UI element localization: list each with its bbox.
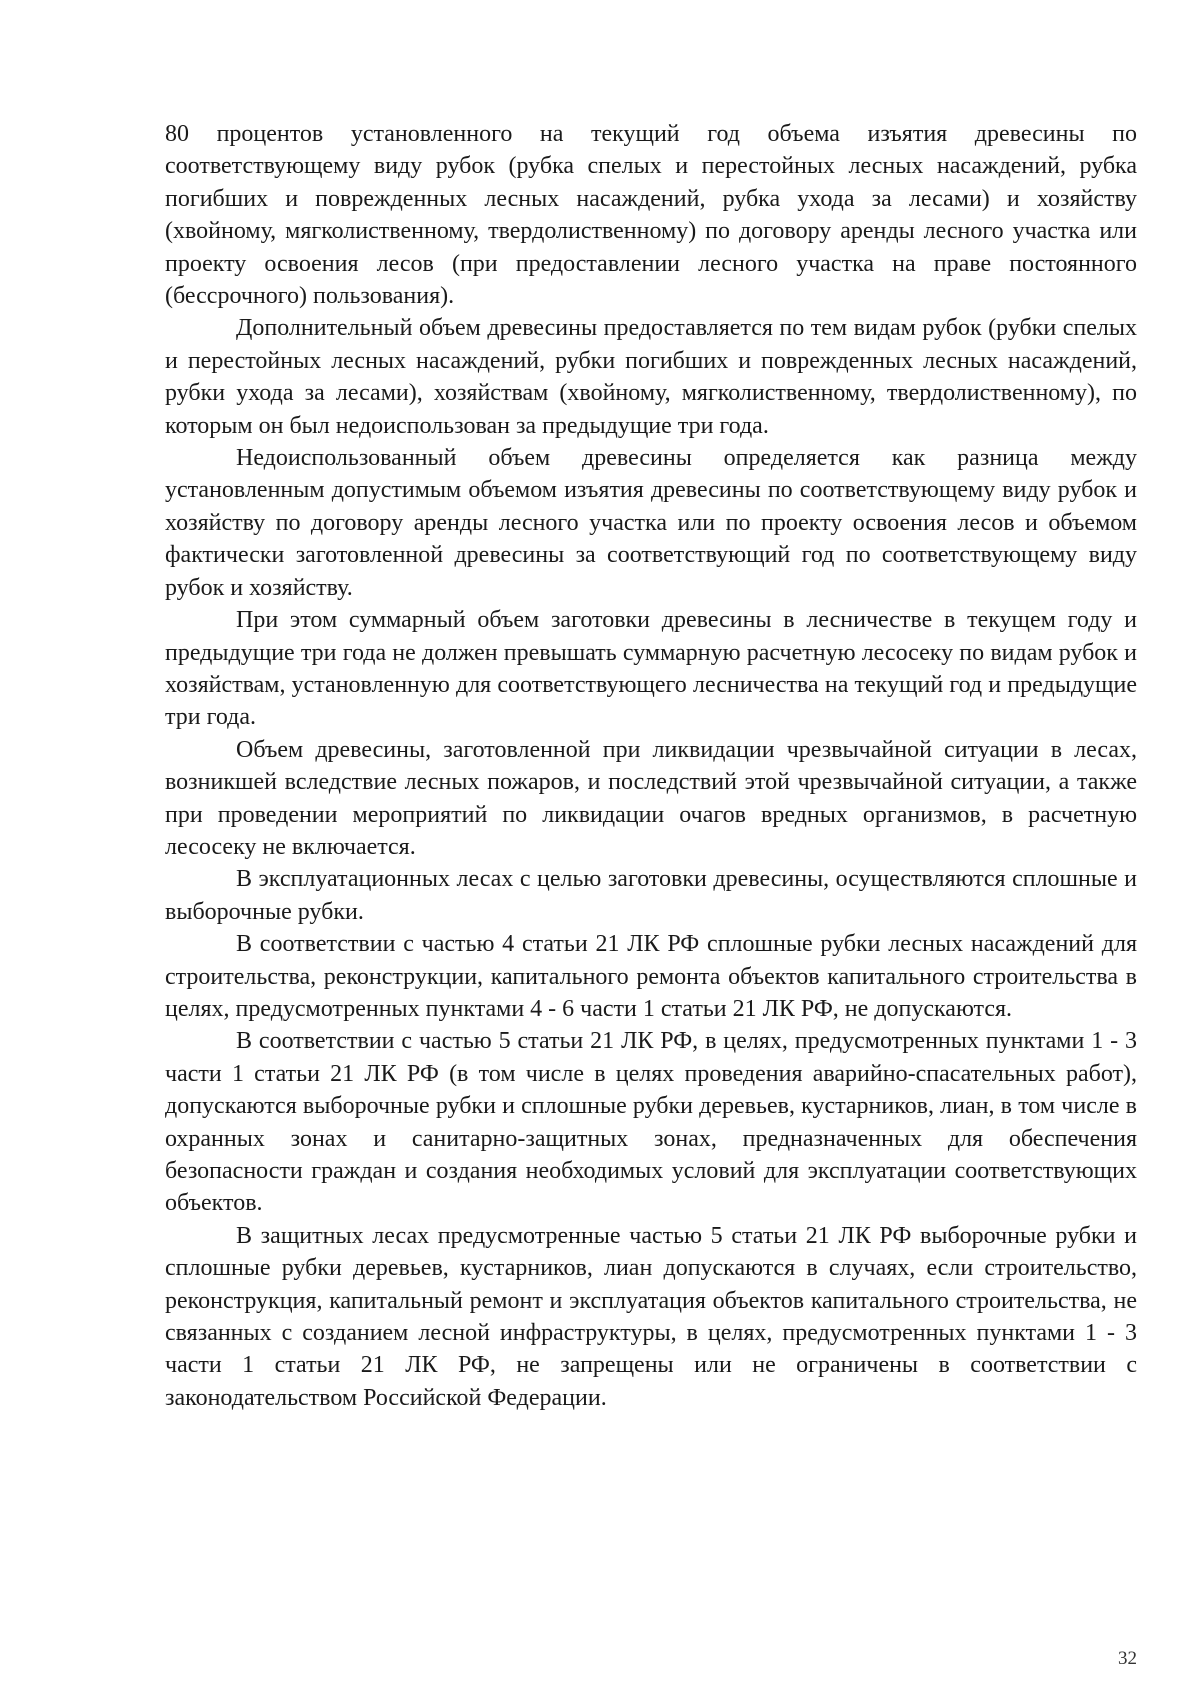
body-text [165, 118, 1137, 1414]
paragraph-3: Недоиспользованный объем древесины определяется как разница между установленным допустимым объемом изъятия древесины по соответствующему виду рубок и хозяйству по договору аренды лесного участка или по проекту освоения лесов и объемом фактически заготовленной древесины за соответствующий год по соответствующему виду рубок и хозяйству. [165, 445, 1137, 601]
paragraph-6: В эксплуатационных лесах с целью заготовки древесины, осуществляются сплошные и выборочные рубки. [165, 866, 1137, 925]
paragraph-9: В защитных лесах предусмотренные частью 5 статьи 21 ЛК РФ выборочные рубки и сплошные рубки деревьев, кустарников, лиан допускаются в случаях, если строительство, реконструкция, капитальный ремонт и эксплуатация объектов капитального строительства, не связанных с созданием лесной инфраструктуры, в целях, предусмотренных пунктами 1 - 3 части 1 статьи 21 ЛК РФ, не запрещены или не ограничены в соответствии с законодательством Российской Федерации. [165, 1222, 1137, 1411]
paragraph-5: Объем древесины, заготовленной при ликвидации чрезвычайной ситуации в лесах, возникшей вследствие лесных пожаров, и последствий этой чрезвычайной ситуации, а также при проведении мероприятий по ликвидации очагов вредных организмов, в расчетную лесосеку не включается. [165, 736, 1137, 860]
paragraph-7: В соответствии с частью 4 статьи 21 ЛК РФ сплошные рубки лесных насаждений для строительства, реконструкции, капитального ремонта объектов капитального строительства в целях, предусмотренных пунктами 4 - 6 части 1 статьи 21 ЛК РФ, не допускаются. [165, 931, 1137, 1022]
paragraph-8: В соответствии с частью 5 статьи 21 ЛК РФ, в целях, предусмотренных пунктами 1 - 3 части 1 статьи 21 ЛК РФ (в том числе в целях проведения аварийно-спасательных работ), допускаются выборочные рубки и сплошные рубки деревьев, кустарников, лиан, в том числе в охранных зонах и санитарно-защитных зонах, предназначенных для обеспечения безопасности граждан и создания необходимых условий для эксплуатации соответствующих объектов. [165, 1028, 1137, 1217]
paragraph-4: При этом суммарный объем заготовки древесины в лесничестве в текущем году и предыдущие три года не должен превышать суммарную расчетную лесосеку по видам рубок и хозяйствам, установленную для соответствующего лесничества на текущий год и предыдущие три года. [165, 607, 1137, 731]
page-number: 32 [1118, 1648, 1137, 1669]
paragraph-2: Дополнительный объем древесины предоставляется по тем видам рубок (рубки спелых и перестойных лесных насаждений, рубки погибших и поврежденных лесных насаждений, рубки ухода за лесами), хозяйствам (хвойному, мягколиственному, твердолиственному), по которым он был недоиспользован за предыдущие три года. [165, 315, 1137, 439]
paragraph-1: 80 процентов установленного на текущий год объема изъятия древесины по соответствующему виду рубок (рубка спелых и перестойных лесных насаждений, рубка погибших и поврежденных лесных насаждений, рубка ухода за лесами) и хозяйству (хвойному, мягколиственному, твердолиственному) по договору аренды лесного участка или проекту освоения лесов (при предоставлении лесного участка на праве постоянного (бессрочного) пользования). [165, 121, 1137, 310]
